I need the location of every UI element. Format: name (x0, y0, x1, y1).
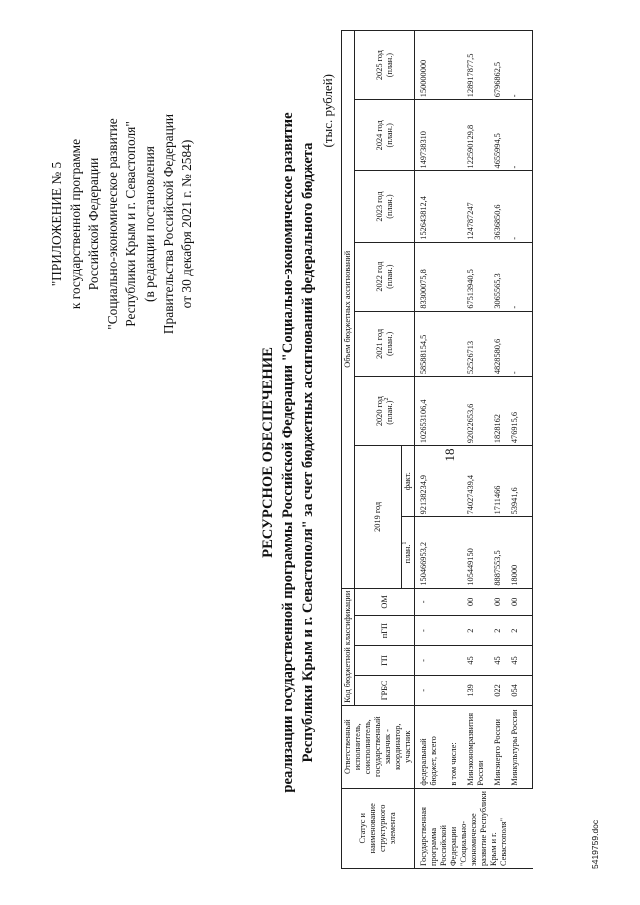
gp-header: ГП (355, 646, 415, 676)
value-2021-cell: 52526713 (460, 311, 487, 377)
grbs-cell: 054 (504, 675, 533, 705)
value-2022-cell: 83300075,8 (415, 242, 461, 311)
year-2019-header: 2019 год (355, 446, 402, 589)
year-label: 2021 год (374, 328, 384, 359)
value-2024-cell: 149738310 (415, 100, 461, 171)
budget-code-header: Код бюджетной классификации (342, 588, 355, 705)
value-2025-cell: 6796862,5 (487, 31, 504, 100)
year-2025-header (355, 31, 415, 100)
om-cell: - (415, 588, 461, 616)
grbs-cell: - (415, 675, 461, 705)
program-name-cell (415, 788, 533, 868)
appendix-line: Республики Крым и г. Севастополя" (123, 121, 139, 327)
grbs-cell: 139 (460, 675, 487, 705)
table-header-row (342, 31, 355, 869)
year-2023-header (355, 171, 415, 242)
fact-2019-cell: 1711466 (487, 446, 504, 517)
plan-label: (план.) (384, 264, 394, 289)
appendix-header (48, 64, 197, 384)
document-title (258, 0, 318, 905)
pgp-cell: - (415, 616, 461, 646)
year-2021-header (355, 311, 415, 377)
plan-label: (план.) (384, 52, 394, 78)
document-code: 5419759.doc (590, 819, 600, 869)
budget-table (341, 30, 533, 869)
value-2020-cell: 102653106,4 (415, 377, 461, 446)
pgp-cell: 2 (504, 616, 533, 646)
value-2024-cell: - (504, 100, 533, 171)
year-2022-header (355, 242, 415, 311)
page-number: 18 (442, 448, 457, 462)
value-2023-cell: 124787247 (460, 171, 487, 242)
footnote-marker: 1 (402, 541, 409, 545)
gp-cell: 45 (487, 646, 504, 676)
volume-header: Объем бюджетных ассигнований (342, 31, 355, 589)
om-cell: 00 (504, 588, 533, 616)
executor-cell: Минэнерго России (487, 705, 504, 788)
status-header: Статус и наименование структурного элемента (342, 788, 415, 868)
gp-cell: 45 (504, 646, 533, 676)
value-2024-cell: 4655994,5 (487, 100, 504, 171)
unit-label: (тыс. рублей) (320, 74, 335, 148)
executor-cell: Минкультуры России (504, 705, 533, 788)
pgp-cell: 2 (487, 616, 504, 646)
year-label: 2025 год (374, 50, 384, 81)
plan-2019-cell: 105449150 (460, 517, 487, 588)
year-label: 2022 год (374, 261, 384, 292)
plan-2019-header (402, 517, 415, 588)
om-cell: 00 (487, 588, 504, 616)
appendix-line: "ПРИЛОЖЕНИЕ № 5 (49, 161, 64, 287)
plan-label: (план.) (384, 331, 394, 357)
pgp-header: пГП (355, 616, 415, 646)
value-2023-cell: 3636850,6 (487, 171, 504, 242)
appendix-line: (в редакции постановления (141, 146, 157, 302)
executor-name: федеральный бюджет, всего (419, 736, 438, 786)
year-2024-header (355, 100, 415, 171)
table-row (504, 31, 533, 869)
table-row (487, 31, 504, 869)
pgp-cell: 2 (460, 616, 487, 646)
om-cell: 00 (460, 588, 487, 616)
appendix-line: Правительства Российской Федерации (160, 113, 176, 335)
year-label: 2024 год (374, 120, 384, 151)
grbs-header: ГРБС (355, 675, 415, 705)
plan-2019-cell: 8887553,5 (487, 517, 504, 588)
value-2024-cell: 122590129,8 (460, 100, 487, 171)
appendix-line: от 30 декабря 2021 г. № 2584) (179, 139, 195, 309)
value-2025-cell: - (504, 31, 533, 100)
value-2022-cell: - (504, 242, 533, 311)
value-2022-cell: 3065565,3 (487, 242, 504, 311)
year-2020-header (355, 377, 415, 446)
table-row (415, 31, 461, 869)
plan-label: (план.) (384, 194, 394, 219)
appendix-line: к государственной программе (67, 138, 83, 310)
fact-2019-cell: 53941,6 (504, 446, 533, 517)
value-2020-cell: 1828162 (487, 377, 504, 446)
plan-2019-cell: 150466953,2 (415, 517, 461, 588)
plan-label: (план.) (384, 123, 394, 148)
appendix-line: "Социально-экономическое развитие (104, 118, 120, 330)
executor-header: Ответственный исполнитель, соисполнитель, государственный заказчик - координатор, участник (342, 705, 415, 788)
value-2023-cell: 152643812,4 (415, 171, 461, 242)
title-line: РЕСУРСНОЕ ОБЕСПЕЧЕНИЕ (260, 347, 276, 558)
year-label: 2020 год (374, 396, 384, 427)
appendix-line: Российской Федерации (86, 157, 102, 291)
fact-2019-cell: 74027439,4 (460, 446, 487, 517)
title-line: Республики Крым и г. Севастополя" за счет бюджетных ассигнований федерального бюджета (300, 142, 316, 763)
executor-cell: Минэкономразвития России (460, 705, 487, 788)
title-line: реализации государственной программы Российской Федерации "Социально-экономическое развитие (280, 112, 296, 793)
grbs-cell: 022 (487, 675, 504, 705)
executor-cell (415, 705, 461, 788)
value-2025-cell: 150000000 (415, 31, 461, 100)
year-label: 2023 год (374, 191, 384, 222)
value-2021-cell: 58588154,5 (415, 311, 461, 377)
value-2020-cell: 476915,6 (504, 377, 533, 446)
value-2025-cell: 128917877,5 (460, 31, 487, 100)
value-2020-cell: 92022653,6 (460, 377, 487, 446)
program-name: Государственная программа Российской Федерации "Социально-экономическое развитие Республики Крым и г. Севастополя" (419, 791, 508, 866)
value-2021-cell: 4828580,6 (487, 311, 504, 377)
value-2023-cell: - (504, 171, 533, 242)
gp-cell: - (415, 646, 461, 676)
fact-2019-cell: 92138234,9 (415, 446, 461, 517)
om-header: ОМ (355, 588, 415, 616)
fact-2019-header: факт. (402, 446, 415, 517)
plan-2019-cell: 18000 (504, 517, 533, 588)
including-label: в том числе: (449, 742, 458, 786)
value-2021-cell: - (504, 311, 533, 377)
plan-label: (план.) (384, 400, 394, 425)
value-2022-cell: 67513940,5 (460, 242, 487, 311)
footnote-marker: 2 (383, 397, 390, 401)
table-row (460, 31, 487, 869)
plan-label: план. (403, 544, 412, 564)
gp-cell: 45 (460, 646, 487, 676)
